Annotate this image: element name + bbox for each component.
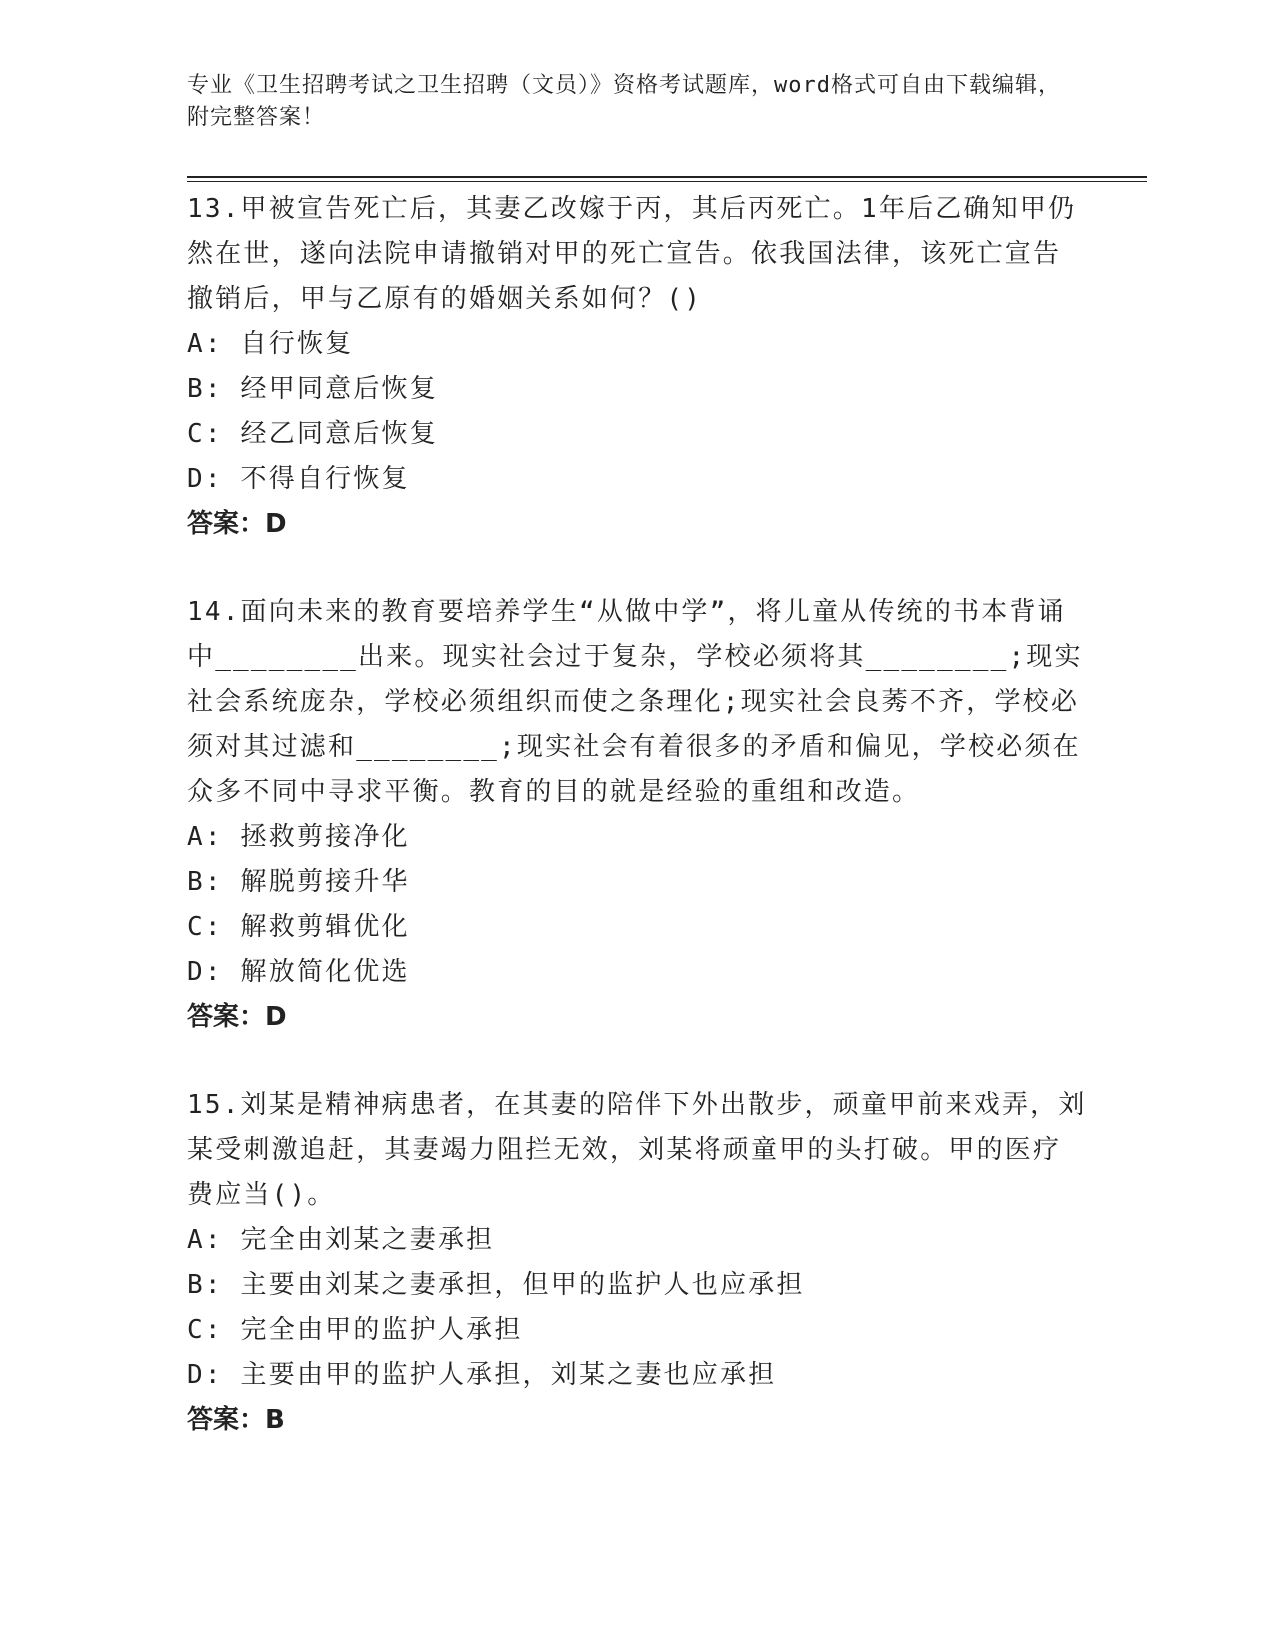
header-rule-thick — [187, 176, 1147, 178]
question-stem: 15.刘某是精神病患者，在其妻的陪伴下外出散步，顽童甲前来戏弄，刘某受刺激追赶，其妻竭力阻拦无效，刘某将顽童甲的头打破。甲的医疗费应当()。 — [187, 1090, 1087, 1210]
option-c: C: 解救剪辑优化 — [187, 912, 410, 942]
option-c: C: 经乙同意后恢复 — [187, 419, 438, 449]
option-b: B: 主要由刘某之妻承担，但甲的监护人也应承担 — [187, 1270, 805, 1300]
option-b: B: 解脱剪接升华 — [187, 867, 410, 897]
question-14 — [187, 590, 1087, 1040]
document-header: 专业《卫生招聘考试之卫生招聘（文员）》资格考试题库，word格式可自由下载编辑，附完整答案！ — [187, 73, 1061, 130]
option-a: A: 拯救剪接净化 — [187, 822, 410, 852]
option-c: C: 完全由甲的监护人承担 — [187, 1315, 523, 1345]
question-15 — [187, 1083, 1087, 1443]
answer: 答案：B — [187, 1405, 285, 1435]
option-a: A: 完全由刘某之妻承担 — [187, 1225, 495, 1255]
option-d: D: 主要由甲的监护人承担，刘某之妻也应承担 — [187, 1360, 777, 1390]
option-b: B: 经甲同意后恢复 — [187, 374, 438, 404]
answer: 答案：D — [187, 1002, 287, 1032]
option-a: A: 自行恢复 — [187, 329, 354, 359]
question-stem: 13.甲被宣告死亡后，其妻乙改嫁于丙，其后丙死亡。1年后乙确知甲仍然在世，遂向法院申请撤销对甲的死亡宣告。依我国法律，该死亡宣告撤销后，甲与乙原有的婚姻关系如何？() — [187, 194, 1077, 314]
header-rule-thin — [187, 181, 1147, 182]
question-13 — [187, 187, 1087, 547]
answer: 答案：D — [187, 509, 287, 539]
option-d: D: 不得自行恢复 — [187, 464, 410, 494]
option-d: D: 解放简化优选 — [187, 957, 410, 987]
question-list — [187, 187, 1087, 1486]
question-stem: 14.面向未来的教育要培养学生“从做中学”，将儿童从传统的书本背诵中________出来。现实社会过于复杂，学校必须将其________;现实社会系统庞杂，学校必须组织而使之条理化;现实社会良莠不齐，学校必须对其过滤和________;现实社会有着很多的矛盾和偏见，学校必须在众多不同中寻求平衡。教育的目的就是经验的重组和改造。 — [187, 597, 1083, 807]
